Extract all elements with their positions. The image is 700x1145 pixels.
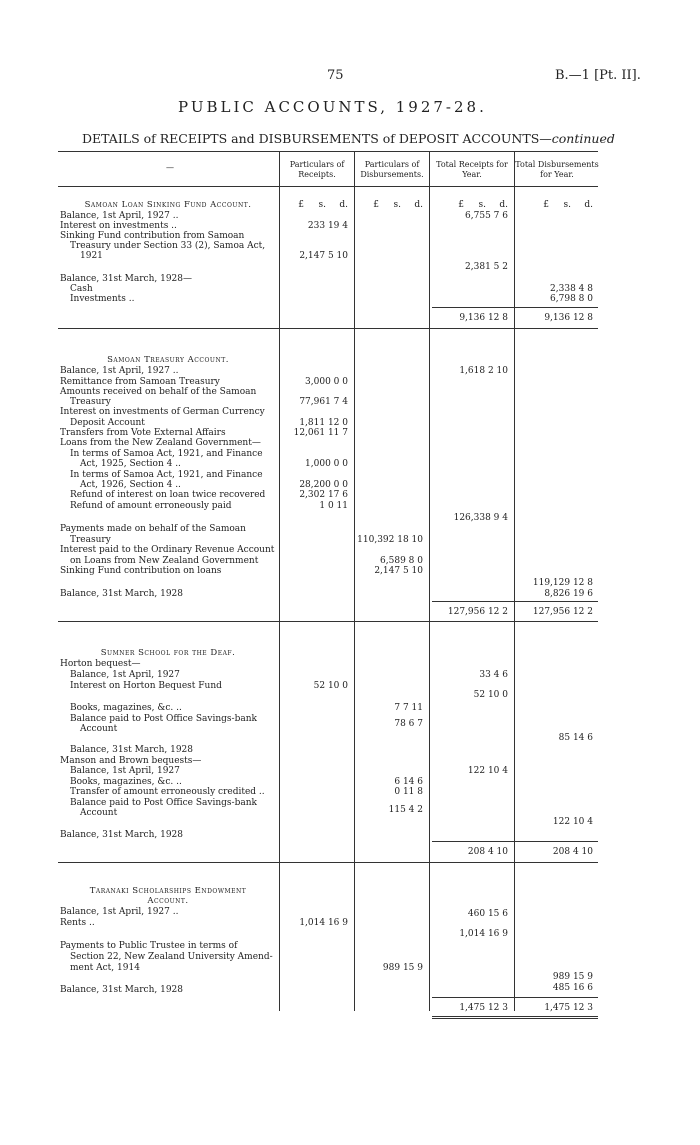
subtitle-cont: continued: [551, 131, 615, 146]
item: Interest on investments ..: [60, 221, 177, 231]
page-title: PUBLIC ACCOUNTS, 1927-28.: [178, 98, 487, 116]
currency-l: £: [373, 200, 379, 210]
item: Balance, 31st March, 1928: [70, 745, 194, 755]
item: Horton bequest—: [60, 659, 141, 669]
amount-receipt: 233 19 4: [307, 221, 348, 231]
amount-receipt: 1 0 11: [319, 501, 348, 511]
total-disbursements: 9,136 12 8: [544, 313, 593, 323]
total-double-rule: [432, 1016, 598, 1017]
item: In terms of Samoa Act, 1921, and Finance: [70, 449, 263, 459]
amount-disbursement: 0 11 8: [394, 787, 423, 797]
item: on Loans from New Zealand Government: [70, 556, 259, 566]
section-title: Taranaki Scholarships Endowment: [89, 886, 247, 896]
currency-s: s.: [563, 200, 571, 210]
total-receipts: 1,475 12 3: [459, 1003, 508, 1013]
amount-receipt: 77,961 7 4: [299, 397, 348, 407]
col-rule-3: [429, 151, 430, 1011]
amount-receipt: 1,000 0 0: [305, 459, 348, 469]
item: Treasury: [70, 397, 111, 407]
page-subtitle: [82, 131, 615, 146]
item: Balance, 1st April, 1927: [70, 670, 180, 680]
total-rule: [432, 841, 598, 842]
amount-disbursement: 7 7 11: [394, 703, 423, 713]
item: Balance paid to Post Office Savings-bank: [70, 798, 257, 808]
item: Account: [80, 808, 118, 818]
amount-disbursement: 110,392 18 10: [357, 535, 423, 545]
total-receipts: 9,136 12 8: [459, 313, 508, 323]
section-end-rule: [58, 328, 598, 329]
item: 1921: [80, 251, 103, 261]
amount-total-disbursement: 989 15 9: [552, 972, 593, 982]
item: Balance paid to Post Office Savings-bank: [70, 714, 257, 724]
item: Transfers from Vote External Affairs: [60, 428, 226, 438]
total-rule: [432, 601, 598, 602]
amount-total-disbursement: 6,798 8 0: [550, 294, 593, 304]
total-receipts: 208 4 10: [467, 847, 508, 857]
amount-total-receipt: 1,618 2 10: [459, 366, 508, 376]
total-disbursements: 208 4 10: [552, 847, 593, 857]
page-reference: B.—1 [Pt. II].: [555, 68, 641, 83]
item: In terms of Samoa Act, 1921, and Finance: [70, 470, 263, 480]
item: Investments ..: [70, 294, 135, 304]
item: Cash: [70, 284, 93, 294]
amount-total-receipt: 33 4 6: [479, 670, 508, 680]
item: Section 22, New Zealand University Amend-: [70, 952, 273, 962]
amount-disbursement: 989 15 9: [382, 963, 423, 973]
amount-total-disbursement: 85 14 6: [558, 733, 593, 743]
item: Refund of interest on loan twice recovered: [70, 490, 266, 500]
currency-d: d.: [414, 200, 423, 210]
item: Books, magazines, &c. ..: [70, 777, 182, 787]
subtitle-main: DETAILS of RECEIPTS and DISBURSEMENTS of DEPOSIT ACCOUNTS—: [82, 131, 552, 146]
item: Balance, 31st March, 1928—: [60, 274, 193, 284]
currency-d: d.: [499, 200, 508, 210]
item: Act, 1926, Section 4 ..: [80, 480, 181, 490]
amount-total-receipt: 122 10 4: [467, 766, 508, 776]
amount-total-receipt: 1,014 16 9: [459, 929, 508, 939]
currency-s: s.: [478, 200, 486, 210]
section-title: Sumner School for the Deaf.: [100, 648, 236, 658]
amount-disbursement: 115 4 2: [388, 805, 423, 815]
amount-total-receipt: 460 15 6: [467, 909, 508, 919]
amount-total-disbursement: 2,338 4 8: [550, 284, 593, 294]
total-double-rule: [432, 1018, 598, 1019]
item: Interest paid to the Ordinary Revenue Account: [60, 545, 275, 555]
item: Interest on investments of German Currency: [60, 407, 265, 417]
amount-receipt: 2,147 5 10: [299, 251, 348, 261]
col-rule-2: [354, 151, 355, 1011]
item: Account: [80, 724, 118, 734]
item: Balance, 1st April, 1927 ..: [60, 211, 179, 221]
item: Balance, 1st April, 1927 ..: [60, 907, 179, 917]
currency-d: d.: [339, 200, 348, 210]
item: Treasury: [70, 535, 111, 545]
item: Balance, 1st April, 1927 ..: [60, 366, 179, 376]
item: Books, magazines, &c. ..: [70, 703, 182, 713]
amount-receipt: 28,200 0 0: [299, 480, 348, 490]
item: Act, 1925, Section 4 ..: [80, 459, 181, 469]
item: Payments made on behalf of the Samoan: [60, 524, 246, 534]
item: Rents ..: [60, 918, 95, 928]
col-header-blank: —: [166, 163, 174, 172]
item: Interest on Horton Bequest Fund: [70, 681, 222, 691]
amount-total-disbursement: 122 10 4: [552, 817, 593, 827]
item: Balance, 31st March, 1928: [60, 589, 184, 599]
item: Payments to Public Trustee in terms of: [60, 941, 238, 951]
total-disbursements: 127,956 12 2: [532, 607, 593, 617]
col-header-receipts: Particulars of Receipts.: [289, 160, 345, 179]
amount-total-disbursement: 8,826 19 6: [544, 589, 593, 599]
page-number: 75: [327, 68, 344, 83]
item: ment Act, 1914: [70, 963, 140, 973]
header-bottom-rule: [58, 186, 598, 187]
currency-l: £: [298, 200, 304, 210]
item: Manson and Brown bequests—: [60, 756, 202, 766]
item: Balance, 31st March, 1928: [60, 985, 184, 995]
item: Treasury under Section 33 (2), Samoa Act,: [70, 241, 266, 251]
amount-disbursement: 6 14 6: [394, 777, 423, 787]
amount-receipt: 52 10 0: [313, 681, 348, 691]
amount-receipt: 12,061 11 7: [293, 428, 348, 438]
item: Refund of amount erroneously paid: [70, 501, 232, 511]
item: Sinking Fund contribution from Samoan: [60, 231, 245, 241]
total-rule: [432, 997, 598, 998]
table-top-rule: [58, 151, 598, 152]
amount-total-receipt: 6,755 7 6: [465, 211, 508, 221]
item: Remittance from Samoan Treasury: [60, 377, 220, 387]
section-end-rule: [58, 621, 598, 622]
amount-total-disbursement: 485 16 6: [552, 983, 593, 993]
col-header-total-receipts: Total Receipts for Year.: [436, 160, 508, 179]
amount-disbursement: 78 6 7: [394, 719, 423, 729]
item: Amounts received on behalf of the Samoan: [60, 387, 257, 397]
total-disbursements: 1,475 12 3: [544, 1003, 593, 1013]
currency-l: £: [458, 200, 464, 210]
currency-d: d.: [584, 200, 593, 210]
amount-receipt: 2,302 17 6: [299, 490, 348, 500]
col-header-disbursements: Particulars of Disbursements.: [360, 160, 424, 179]
amount-receipt: 1,811 12 0: [299, 418, 348, 428]
col-header-total-disbursements: Total Disbursements for Year.: [515, 160, 599, 179]
item: Sinking Fund contribution on loans: [60, 566, 222, 576]
amount-disbursement: 6,589 8 0: [380, 556, 423, 566]
col-rule-1: [279, 151, 280, 1011]
section-end-rule: [58, 862, 598, 863]
currency-l: £: [543, 200, 549, 210]
section-title: Samoan Loan Sinking Fund Account.: [84, 200, 252, 210]
amount-total-receipt: 2,381 5 2: [465, 262, 508, 272]
currency-s: s.: [393, 200, 401, 210]
total-receipts: 127,956 12 2: [447, 607, 508, 617]
item: Balance, 31st March, 1928: [60, 830, 184, 840]
amount-receipt: 3,000 0 0: [305, 377, 348, 387]
amount-disbursement: 2,147 5 10: [374, 566, 423, 576]
col-rule-4: [514, 151, 515, 1011]
amount-receipt: 1,014 16 9: [299, 918, 348, 928]
item: Deposit Account: [70, 418, 145, 428]
item: Transfer of amount erroneously credited ..: [70, 787, 265, 797]
item: Balance, 1st April, 1927: [70, 766, 180, 776]
section-title-line2: Account.: [147, 896, 189, 906]
currency-s: s.: [318, 200, 326, 210]
section-title: Samoan Treasury Account.: [107, 355, 229, 365]
amount-total-receipt: 126,338 9 4: [453, 513, 508, 523]
item: Loans from the New Zealand Government—: [60, 438, 261, 448]
amount-total-disbursement: 119,129 12 8: [532, 578, 593, 588]
amount-total-receipt: 52 10 0: [473, 690, 508, 700]
total-rule: [432, 307, 598, 308]
